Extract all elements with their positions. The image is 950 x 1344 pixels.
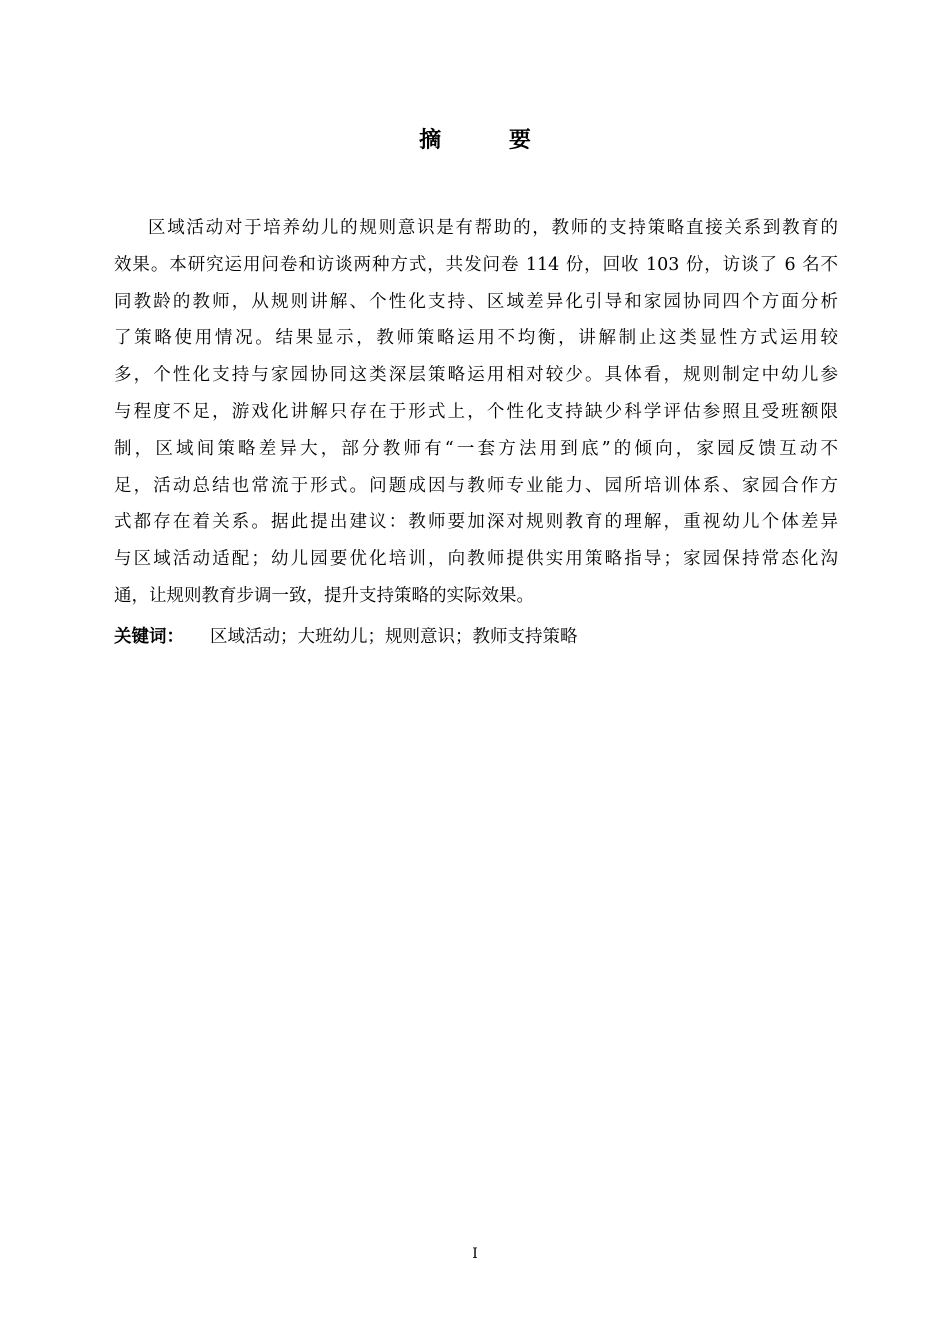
keywords-row — [114, 619, 578, 655]
abstract-line: 了策略使用情况。结果显示，教师策略运用不均衡，讲解制止这类显性方式运用较 — [114, 328, 838, 349]
abstract-line: 同教龄的教师，从规则讲解、个性化支持、区域差异化引导和家园协同四个方面分析 — [114, 291, 838, 312]
keywords-label: 关键词： — [114, 627, 184, 647]
abstract-line: 足，活动总结也常流于形式。问题成因与教师专业能力、园所培训体系、家园合作方 — [114, 475, 838, 496]
abstract-line: 通，让规则教育步调一致，提升支持策略的实际效果。 — [114, 585, 534, 606]
keywords-text: 区域活动；大班幼儿；规则意识；教师支持策略 — [210, 627, 578, 647]
abstract-line: 多，个性化支持与家园协同这类深层策略运用相对较少。具体看，规则制定中幼儿参 — [114, 365, 838, 386]
abstract-body — [114, 210, 838, 615]
abstract-line: 效果。本研究运用问卷和访谈两种方式，共发问卷 114 份，回收 103 份，访谈了 6 名不 — [114, 254, 838, 275]
page-number: I — [472, 1246, 478, 1262]
abstract-line: 区域活动对于培养幼儿的规则意识是有帮助的，教师的支持策略直接关系到教育的 — [148, 218, 838, 238]
abstract-title: 摘 要 — [419, 127, 561, 153]
abstract-line: 与区域活动适配；幼儿园要优化培训，向教师提供实用策略指导；家园保持常态化沟 — [114, 549, 838, 570]
abstract-line: 式都存在着关系。据此提出建议：教师要加深对规则教育的理解，重视幼儿个体差异 — [114, 512, 838, 533]
abstract-line: 与程度不足，游戏化讲解只存在于形式上，个性化支持缺少科学评估参照且受班额限 — [114, 401, 838, 422]
abstract-line: 制，区域间策略差异大，部分教师有“一套方法用到底”的倾向，家园反馈互动不 — [114, 438, 838, 459]
